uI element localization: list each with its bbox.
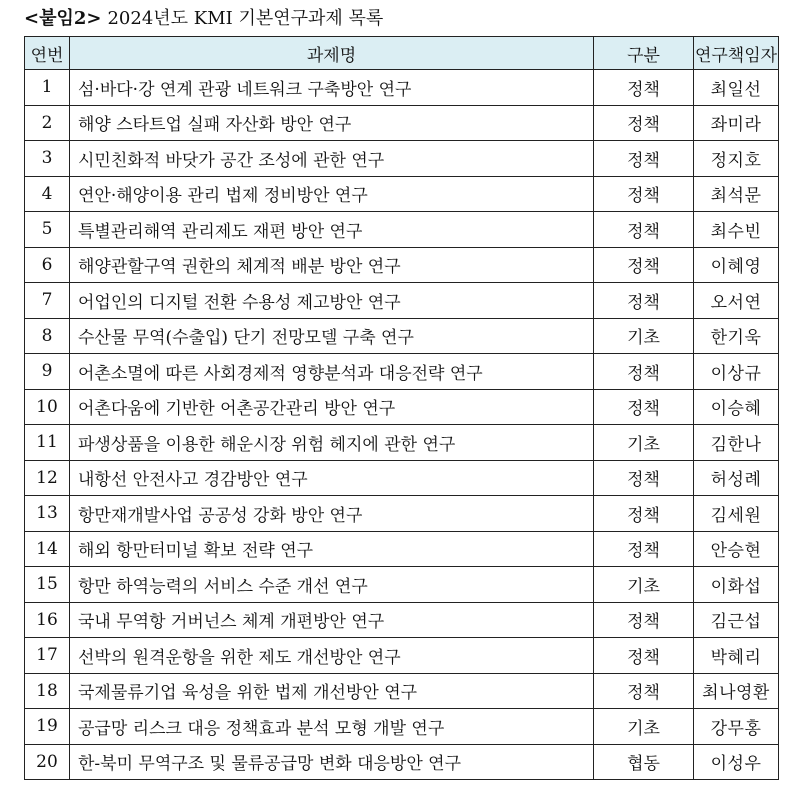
project-title-cell: 어촌다움에 기반한 어촌공간관리 방안 연구 — [70, 389, 594, 425]
row-number-cell: 12 — [25, 460, 70, 496]
table-row — [25, 709, 779, 745]
row-number-cell: 10 — [25, 389, 70, 425]
row-number-cell: 8 — [25, 318, 70, 354]
category-cell: 정책 — [594, 602, 694, 638]
category-cell: 기초 — [594, 425, 694, 461]
researcher-cell: 이혜영 — [694, 247, 779, 283]
category-cell: 정책 — [594, 638, 694, 674]
table-row — [25, 567, 779, 603]
category-cell: 정책 — [594, 247, 694, 283]
category-cell: 정책 — [594, 496, 694, 532]
researcher-cell: 박혜리 — [694, 638, 779, 674]
table-row — [25, 283, 779, 319]
project-title-cell: 섬·바다·강 연계 관광 네트워크 구축방안 연구 — [70, 70, 594, 106]
project-title-cell: 한-북미 무역구조 및 물류공급망 변화 대응방안 연구 — [70, 744, 594, 780]
row-number-cell: 20 — [25, 744, 70, 780]
researcher-cell: 최나영환 — [694, 673, 779, 709]
researcher-cell: 최석문 — [694, 176, 779, 212]
row-number-cell: 16 — [25, 602, 70, 638]
table-row — [25, 744, 779, 780]
table-row — [25, 212, 779, 248]
table-row — [25, 176, 779, 212]
category-cell: 정책 — [594, 673, 694, 709]
table-row — [25, 389, 779, 425]
category-cell: 정책 — [594, 283, 694, 319]
researcher-cell: 이상규 — [694, 354, 779, 390]
researcher-cell: 강무홍 — [694, 709, 779, 745]
researcher-cell: 허성례 — [694, 460, 779, 496]
project-title-cell: 해양 스타트업 실패 자산화 방안 연구 — [70, 105, 594, 141]
category-cell: 기초 — [594, 567, 694, 603]
table-row — [25, 105, 779, 141]
row-number-cell: 13 — [25, 496, 70, 532]
researcher-cell: 한기욱 — [694, 318, 779, 354]
category-cell: 기초 — [594, 318, 694, 354]
researcher-cell: 이화섭 — [694, 567, 779, 603]
row-number-cell: 11 — [25, 425, 70, 461]
project-title-cell: 시민친화적 바닷가 공간 조성에 관한 연구 — [70, 141, 594, 177]
project-title-cell: 항만 하역능력의 서비스 수준 개선 연구 — [70, 567, 594, 603]
project-title-cell: 특별관리해역 관리제도 재편 방안 연구 — [70, 212, 594, 248]
document-title — [24, 4, 383, 34]
table-row — [25, 531, 779, 567]
project-title-cell: 어촌소멸에 따른 사회경제적 영향분석과 대응전략 연구 — [70, 354, 594, 390]
researcher-cell: 김세원 — [694, 496, 779, 532]
researcher-cell: 정지호 — [694, 141, 779, 177]
column-header-number: 연번 — [25, 37, 70, 70]
row-number-cell: 18 — [25, 673, 70, 709]
row-number-cell: 5 — [25, 212, 70, 248]
researcher-cell: 이승혜 — [694, 389, 779, 425]
project-title-cell: 해양관할구역 권한의 체계적 배분 방안 연구 — [70, 247, 594, 283]
category-cell: 정책 — [594, 105, 694, 141]
category-cell: 정책 — [594, 354, 694, 390]
table-row — [25, 496, 779, 532]
project-title-cell: 해외 항만터미널 확보 전략 연구 — [70, 531, 594, 567]
row-number-cell: 3 — [25, 141, 70, 177]
researcher-cell: 최일선 — [694, 70, 779, 106]
table-row — [25, 354, 779, 390]
table-header-row — [25, 37, 779, 70]
table-row — [25, 141, 779, 177]
column-header-researcher: 연구책임자 — [694, 37, 779, 70]
row-number-cell: 4 — [25, 176, 70, 212]
table-row — [25, 70, 779, 106]
table-row — [25, 673, 779, 709]
column-header-category: 구분 — [594, 37, 694, 70]
title-text: 2024년도 KMI 기본연구과제 목록 — [107, 8, 384, 29]
row-number-cell: 9 — [25, 354, 70, 390]
category-cell: 정책 — [594, 460, 694, 496]
table-row — [25, 247, 779, 283]
category-cell: 정책 — [594, 531, 694, 567]
project-title-cell: 파생상품을 이용한 해운시장 위험 헤지에 관한 연구 — [70, 425, 594, 461]
category-cell: 정책 — [594, 70, 694, 106]
category-cell: 협동 — [594, 744, 694, 780]
category-cell: 기초 — [594, 709, 694, 745]
category-cell: 정책 — [594, 389, 694, 425]
column-header-title: 과제명 — [70, 37, 594, 70]
row-number-cell: 14 — [25, 531, 70, 567]
row-number-cell: 17 — [25, 638, 70, 674]
category-cell: 정책 — [594, 176, 694, 212]
researcher-cell: 최수빈 — [694, 212, 779, 248]
table-row — [25, 318, 779, 354]
project-title-cell: 국제물류기업 육성을 위한 법제 개선방안 연구 — [70, 673, 594, 709]
table-row — [25, 460, 779, 496]
project-title-cell: 선박의 원격운항을 위한 제도 개선방안 연구 — [70, 638, 594, 674]
project-table — [24, 36, 779, 780]
row-number-cell: 19 — [25, 709, 70, 745]
researcher-cell: 김한나 — [694, 425, 779, 461]
row-number-cell: 6 — [25, 247, 70, 283]
project-title-cell: 어업인의 디지털 전환 수용성 제고방안 연구 — [70, 283, 594, 319]
project-title-cell: 연안·해양이용 관리 법제 정비방안 연구 — [70, 176, 594, 212]
project-title-cell: 항만재개발사업 공공성 강화 방안 연구 — [70, 496, 594, 532]
row-number-cell: 7 — [25, 283, 70, 319]
row-number-cell: 1 — [25, 70, 70, 106]
row-number-cell: 2 — [25, 105, 70, 141]
project-title-cell: 내항선 안전사고 경감방안 연구 — [70, 460, 594, 496]
category-cell: 정책 — [594, 212, 694, 248]
researcher-cell: 김근섭 — [694, 602, 779, 638]
project-title-cell: 국내 무역항 거버넌스 체계 개편방안 연구 — [70, 602, 594, 638]
table-row — [25, 425, 779, 461]
researcher-cell: 오서연 — [694, 283, 779, 319]
table-row — [25, 602, 779, 638]
researcher-cell: 안승현 — [694, 531, 779, 567]
table-body — [25, 70, 779, 780]
attachment-label: <붙임2> — [24, 8, 102, 29]
researcher-cell: 좌미라 — [694, 105, 779, 141]
row-number-cell: 15 — [25, 567, 70, 603]
researcher-cell: 이성우 — [694, 744, 779, 780]
project-title-cell: 수산물 무역(수출입) 단기 전망모델 구축 연구 — [70, 318, 594, 354]
category-cell: 정책 — [594, 141, 694, 177]
table-row — [25, 638, 779, 674]
project-title-cell: 공급망 리스크 대응 정책효과 분석 모형 개발 연구 — [70, 709, 594, 745]
